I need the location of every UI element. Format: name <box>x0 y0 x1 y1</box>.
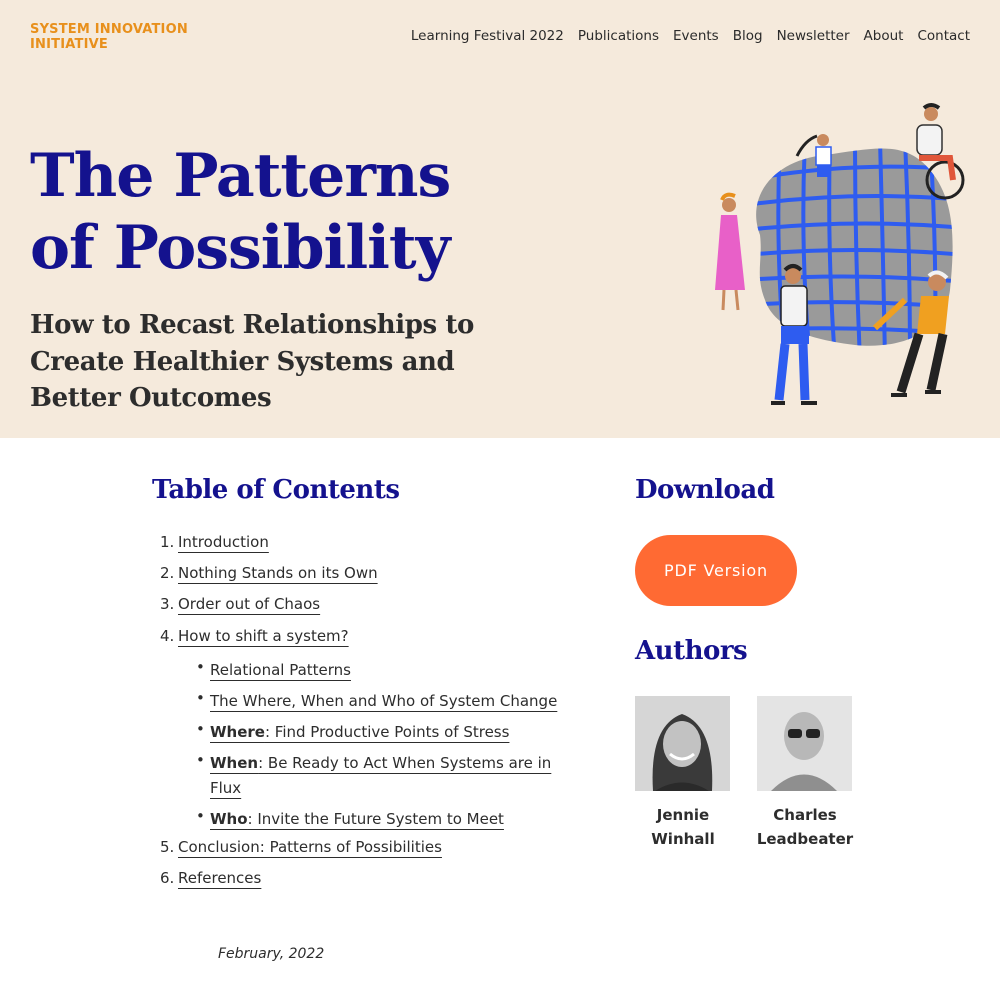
site-logo[interactable] <box>30 22 188 52</box>
nav-contact[interactable]: Contact <box>917 28 970 44</box>
author-name[interactable] <box>618 803 748 851</box>
hero-illustration <box>705 100 985 415</box>
toc-sub-label[interactable]: The Where, When and Who of System Change <box>210 691 558 710</box>
page-subtitle <box>30 307 500 417</box>
toc-sub-label[interactable]: Relational Patterns <box>210 660 351 679</box>
nav-events[interactable]: Events <box>673 28 719 44</box>
author-card[interactable] <box>635 696 730 851</box>
toc-subitem <box>160 751 560 807</box>
toc-sub-bold[interactable]: Where <box>210 723 265 742</box>
author-last-name[interactable]: Winhall <box>651 830 715 848</box>
subtitle-line-1: How to Recast Relationships to <box>30 310 474 340</box>
bullet-icon: • <box>196 657 205 676</box>
table-of-contents <box>160 533 560 900</box>
author-photo[interactable] <box>635 696 730 791</box>
hero-banner <box>0 0 1000 438</box>
toc-subitem <box>160 658 560 689</box>
logo-line-2[interactable]: INITIATIVE <box>30 37 108 52</box>
toc-number: 1. <box>160 533 175 551</box>
authors-heading: Authors <box>635 636 748 666</box>
nav-about[interactable]: About <box>863 28 904 44</box>
toc-number: 3. <box>160 595 175 614</box>
toc-link-order-chaos[interactable]: Order out of Chaos <box>178 595 321 614</box>
toc-heading: Table of Contents <box>152 475 400 505</box>
toc-item <box>160 838 560 869</box>
author-card[interactable] <box>757 696 852 851</box>
author-first-name[interactable]: Charles <box>773 806 837 824</box>
toc-sub-bold[interactable]: When <box>210 754 259 773</box>
nav-publications[interactable]: Publications <box>577 28 659 44</box>
toc-link-where-when-who[interactable] <box>210 689 557 714</box>
toc-link-introduction[interactable]: Introduction <box>178 533 269 551</box>
page-title-line-2: of Possibility <box>30 213 450 283</box>
nav-newsletter[interactable]: Newsletter <box>776 28 850 44</box>
toc-item <box>160 533 560 564</box>
toc-sub-label[interactable]: : Invite the Future System to Meet <box>247 809 504 828</box>
toc-link-nothing-stands[interactable]: Nothing Stands on its Own <box>178 564 378 583</box>
toc-number: 2. <box>160 564 175 583</box>
toc-link-who[interactable] <box>210 807 504 832</box>
bullet-icon: • <box>196 751 205 770</box>
toc-sub-bold[interactable]: Who <box>210 809 248 828</box>
toc-sub-label-wrap[interactable]: Flux <box>210 778 242 797</box>
author-photo[interactable] <box>757 696 852 791</box>
toc-link-shift-system[interactable]: How to shift a system? <box>178 626 349 645</box>
page-title <box>30 140 590 284</box>
author-last-name[interactable]: Leadbeater <box>756 830 854 848</box>
toc-link-conclusion[interactable]: Conclusion: Patterns of Possibilities <box>178 838 442 856</box>
bullet-icon: • <box>196 806 205 825</box>
toc-link-references[interactable]: References <box>178 869 262 888</box>
toc-sub-label[interactable]: : Find Productive Points of Stress <box>264 723 510 742</box>
publication-date: February, 2022 <box>218 946 325 962</box>
nav-learning-festival[interactable]: Learning Festival 2022 <box>410 28 564 44</box>
page-title-line-1: The Patterns <box>30 141 451 211</box>
toc-number: 5. <box>160 838 175 856</box>
toc-number: 4. <box>160 626 175 645</box>
toc-subitem <box>160 689 560 720</box>
toc-number: 6. <box>160 869 175 888</box>
toc-item <box>160 627 560 658</box>
subtitle-line-3: Better Outcomes <box>30 383 272 413</box>
download-heading: Download <box>635 475 775 505</box>
subtitle-line-2: Create Healthier Systems and <box>30 346 455 377</box>
bullet-icon: • <box>196 720 205 739</box>
author-first-name[interactable]: Jennie <box>656 806 710 824</box>
toc-link-when[interactable] <box>210 751 551 800</box>
toc-subitem <box>160 807 560 838</box>
toc-item <box>160 869 560 900</box>
toc-item <box>160 595 560 626</box>
toc-link-where[interactable] <box>210 720 509 745</box>
toc-sub-label[interactable]: : Be Ready to Act When Systems are in <box>258 754 552 773</box>
bullet-icon: • <box>196 688 205 707</box>
nav-blog[interactable]: Blog <box>732 28 763 44</box>
toc-item <box>160 564 560 595</box>
toc-link-relational-patterns[interactable] <box>210 658 351 683</box>
author-name[interactable] <box>740 803 870 851</box>
main-nav <box>411 28 970 44</box>
logo-line-1[interactable]: SYSTEM INNOVATION <box>30 22 188 37</box>
toc-subitem <box>160 720 560 751</box>
pdf-download-button[interactable]: PDF Version <box>635 535 797 606</box>
